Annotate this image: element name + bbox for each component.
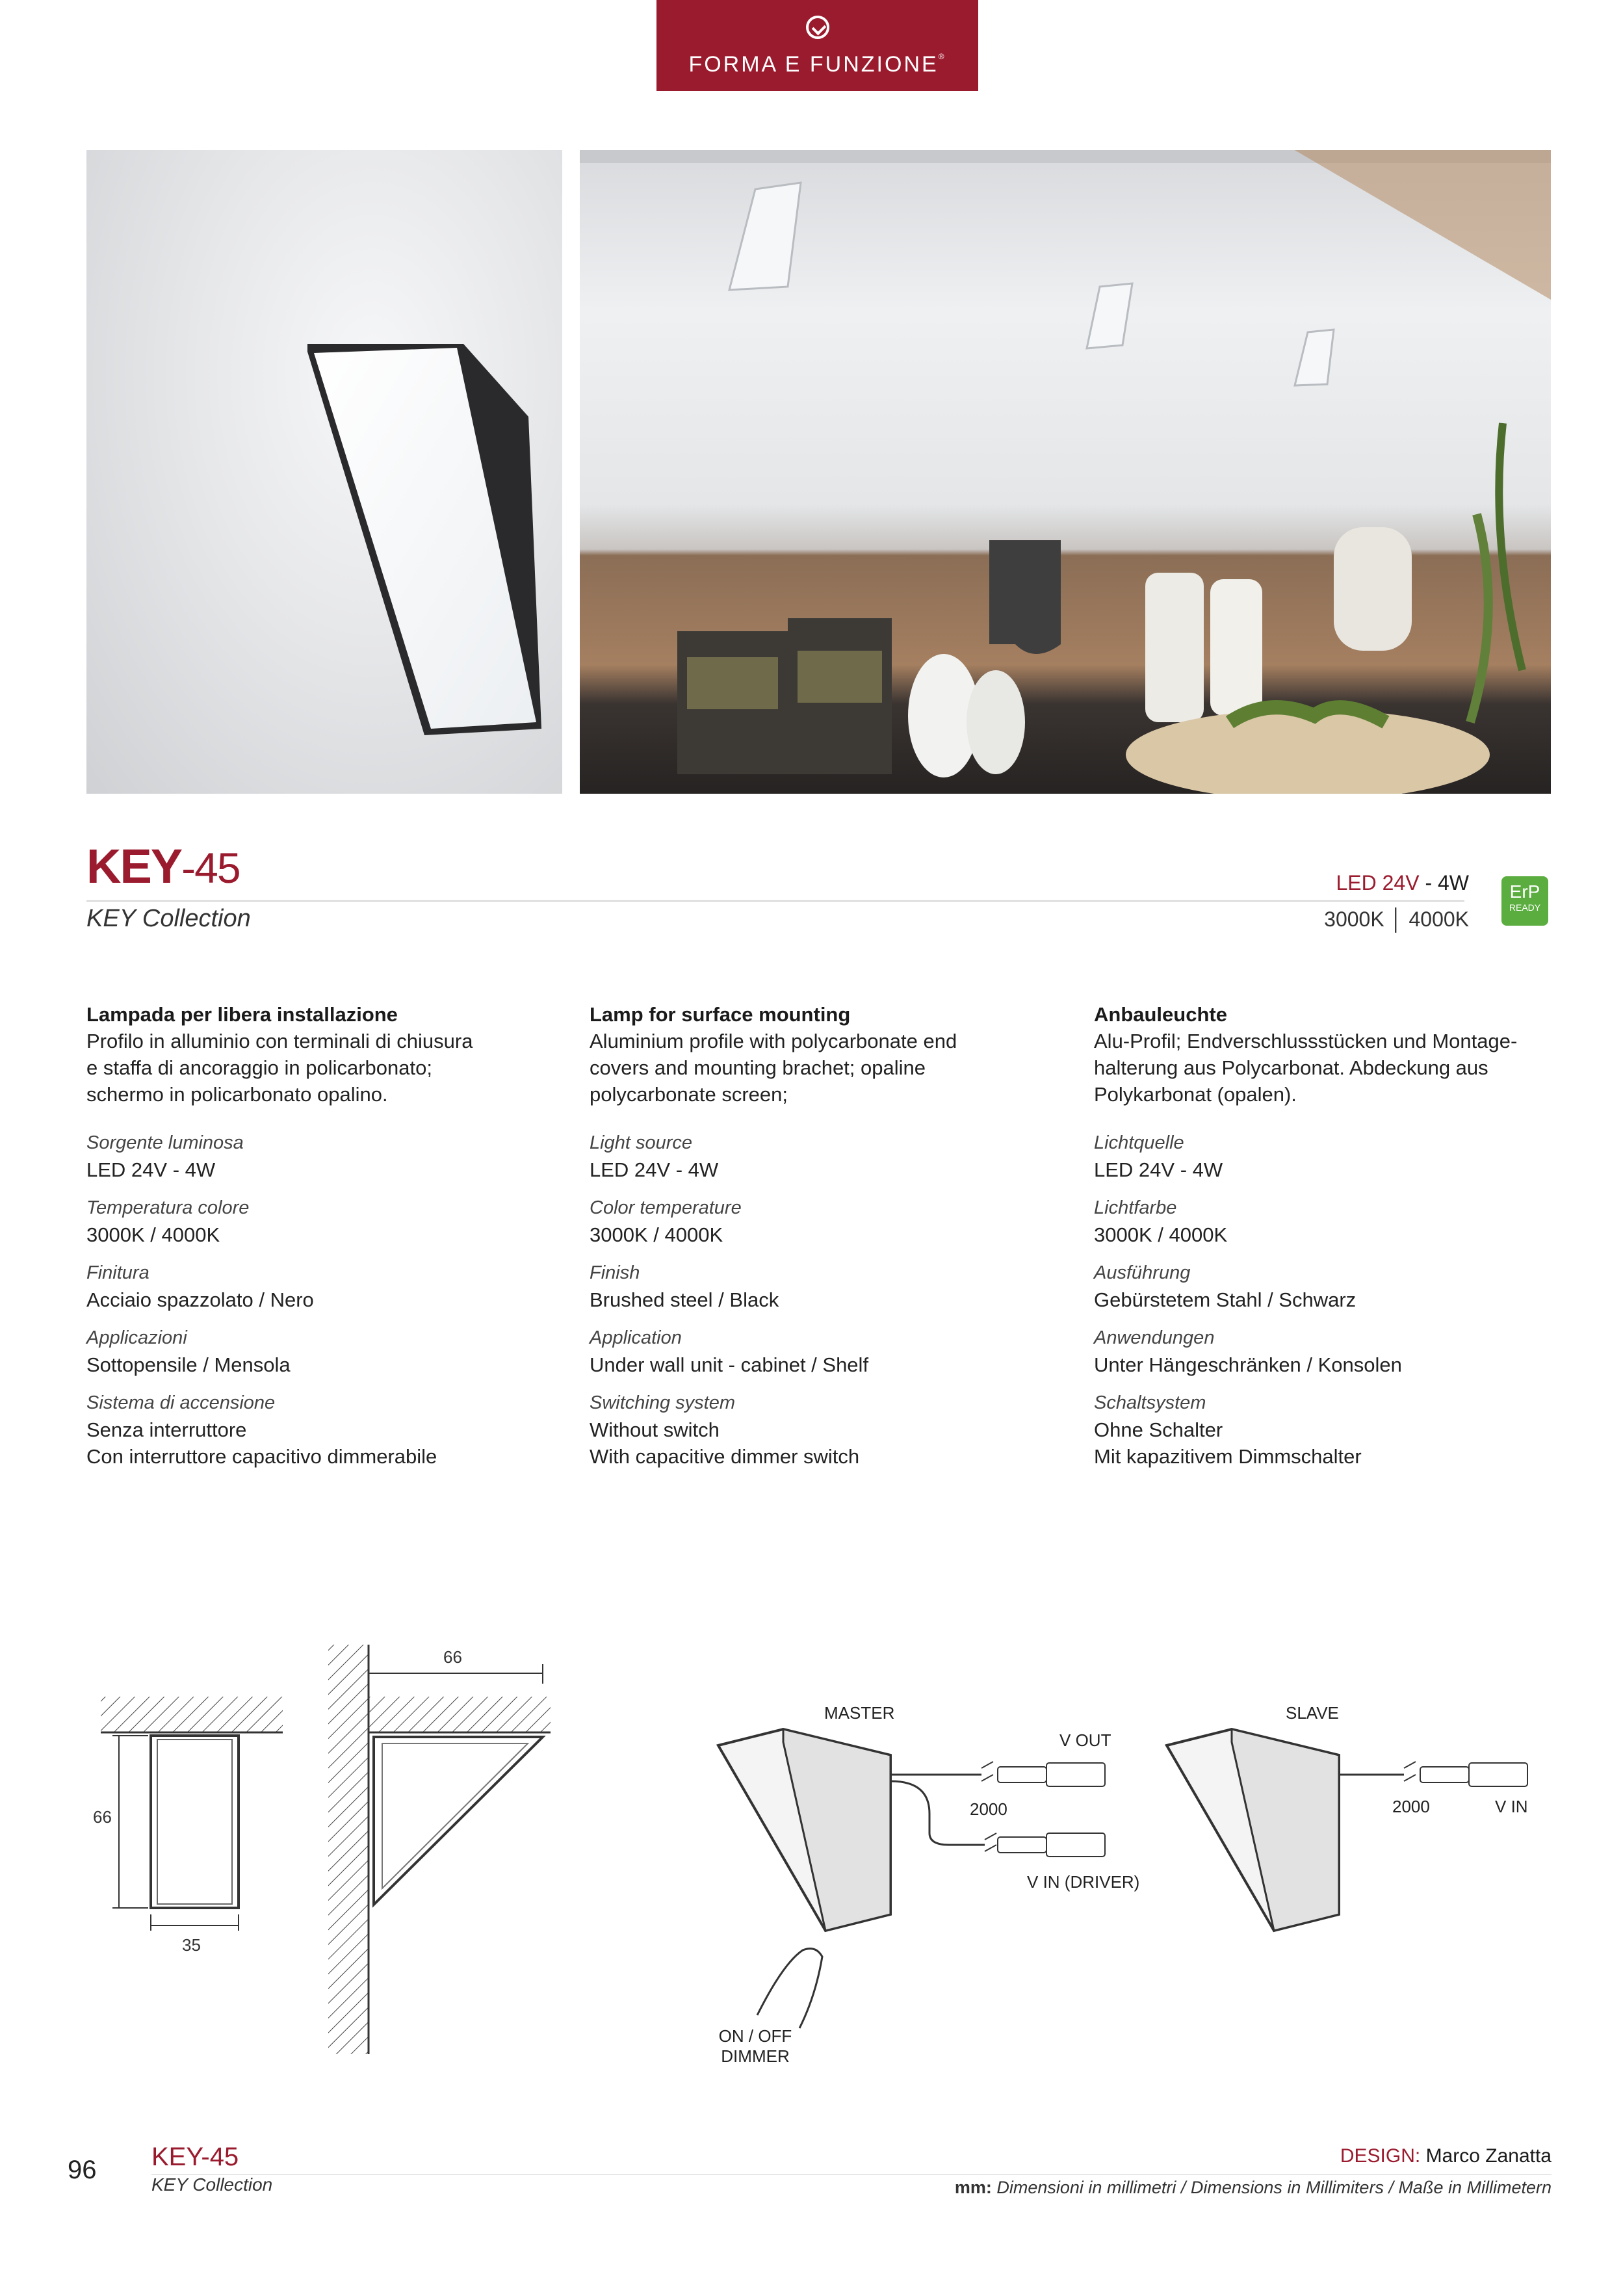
description-line: halterung aus Polycarbonat. Abdeckung aus xyxy=(1094,1056,1488,1079)
product-photo-closeup xyxy=(86,150,562,794)
units-note xyxy=(955,2178,1552,2198)
spec-value: 3000K / 4000K xyxy=(86,1223,220,1246)
spec-value: Con interruttore capacitivo dimmerabile xyxy=(86,1445,437,1468)
product-collection: KEY Collection xyxy=(86,905,251,932)
spec-label: Color temperature xyxy=(590,1197,742,1218)
description-line: schermo in policarbonato opalino. xyxy=(86,1083,388,1106)
v-in-driver-label: V IN (DRIVER) xyxy=(1027,1872,1140,1892)
brand-registered: ® xyxy=(938,52,946,61)
master-label: MASTER xyxy=(824,1703,895,1723)
spec-label: Sorgente luminosa xyxy=(86,1132,244,1153)
spec-value: Sottopensile / Mensola xyxy=(86,1353,291,1376)
switch-label-line2: DIMMER xyxy=(721,2046,790,2066)
footer-divider xyxy=(151,2174,1552,2175)
spec-label: Sistema di accensione xyxy=(86,1392,276,1413)
product-photo-kitchen xyxy=(580,150,1551,794)
spec-value: Mit kapazitivem Dimmschalter xyxy=(1094,1445,1362,1468)
spec-value: Ohne Schalter xyxy=(1094,1418,1223,1441)
design-label: DESIGN: xyxy=(1340,2145,1421,2167)
spec-label: Ausführung xyxy=(1094,1262,1191,1283)
spec-value: 3000K / 4000K xyxy=(1094,1223,1228,1246)
front-view-drawing xyxy=(101,1697,283,1931)
description-line: Aluminium profile with polycarbonate end xyxy=(590,1030,957,1052)
designer-name: Marco Zanatta xyxy=(1420,2145,1552,2167)
slave-label: SLAVE xyxy=(1286,1703,1339,1723)
spec-value: LED 24V - 4W xyxy=(1094,1158,1223,1181)
dimension-width: 35 xyxy=(182,1935,201,1955)
dimension-height: 66 xyxy=(93,1807,112,1827)
column-german xyxy=(1094,1001,1542,1470)
spec-label: Lichtfarbe xyxy=(1094,1197,1177,1218)
description-line: e staffa di ancoraggio in policarbonato; xyxy=(86,1056,432,1079)
units-text: Dimensioni in millimetri / Dimensions in Millimiters / Maße in Millimetern xyxy=(991,2178,1552,2197)
spec-label: Switching system xyxy=(590,1392,736,1413)
spec-label: Applicazioni xyxy=(86,1327,187,1348)
side-view-drawing xyxy=(328,1645,551,2054)
spec-value: Under wall unit - cabinet / Shelf xyxy=(590,1353,869,1376)
description-line: Profilo in alluminio con terminali di chiusura xyxy=(86,1030,473,1052)
kitchen-scene-image xyxy=(580,150,1551,794)
spec-value: LED 24V - 4W xyxy=(86,1158,216,1181)
spec-label: Temperatura colore xyxy=(86,1197,250,1218)
column-heading: Lamp for surface mounting xyxy=(590,1003,851,1026)
product-name-main: KEY xyxy=(86,839,182,893)
spec-value: Brushed steel / Black xyxy=(590,1288,779,1311)
erp-badge-top: ErP xyxy=(1509,881,1540,902)
spec-label: Schaltsystem xyxy=(1094,1392,1206,1413)
slave-lamp-drawing xyxy=(1167,1729,1527,1931)
lamp-closeup-image xyxy=(294,339,554,742)
brand-logo xyxy=(656,0,978,91)
v-in-label: V IN xyxy=(1495,1797,1528,1816)
column-heading: Lampada per libera installazione xyxy=(86,1003,398,1026)
cable-length-master: 2000 xyxy=(970,1799,1007,1819)
led-spec xyxy=(1336,871,1469,895)
spec-value: Unter Hängeschränken / Konsolen xyxy=(1094,1353,1402,1376)
title-divider xyxy=(86,900,1464,902)
designer-credit xyxy=(1340,2145,1552,2167)
spec-value: Acciaio spazzolato / Nero xyxy=(86,1288,314,1311)
column-italian xyxy=(86,1001,535,1470)
spec-value: Without switch xyxy=(590,1418,720,1441)
column-english xyxy=(590,1001,1038,1470)
spec-value: With capacitive dimmer switch xyxy=(590,1445,860,1468)
v-out-label: V OUT xyxy=(1059,1730,1111,1750)
spec-value: LED 24V - 4W xyxy=(590,1158,719,1181)
brand-name: FORMA E FUNZIONE xyxy=(688,52,939,77)
spec-label: Finitura xyxy=(86,1262,149,1283)
hand-switch-icon xyxy=(757,1949,822,2028)
description-line: Alu-Profil; Endverschlussstücken und Montage- xyxy=(1094,1030,1518,1052)
brand-mark-icon xyxy=(806,16,829,39)
spec-label: Lichtquelle xyxy=(1094,1132,1184,1153)
spec-label: Application xyxy=(590,1327,682,1348)
spec-label: Finish xyxy=(590,1262,640,1283)
spec-value: Gebürstetem Stahl / Schwarz xyxy=(1094,1288,1357,1311)
footer-title: KEY-45 xyxy=(151,2143,239,2171)
description-line: covers and mounting brachet; opaline xyxy=(590,1056,926,1079)
switch-label-line1: ON / OFF xyxy=(718,2026,792,2046)
product-name-suffix: -45 xyxy=(181,844,240,892)
led-spec-suffix: - 4W xyxy=(1419,871,1469,894)
footer-collection: KEY Collection xyxy=(151,2174,273,2195)
description-line: polycarbonate screen; xyxy=(590,1083,788,1106)
technical-drawing xyxy=(0,1625,1623,2093)
column-heading: Anbauleuchte xyxy=(1094,1003,1227,1026)
erp-badge-bottom: READY xyxy=(1509,902,1541,913)
spec-value: Senza interruttore xyxy=(86,1418,247,1441)
led-spec-prefix: LED 24V xyxy=(1336,871,1420,894)
description-line: Polykarbonat (opalen). xyxy=(1094,1083,1297,1106)
units-label: mm: xyxy=(954,2178,992,2197)
cable-length-slave: 2000 xyxy=(1392,1797,1430,1816)
dimension-top-width: 66 xyxy=(443,1647,462,1667)
page-number: 96 xyxy=(68,2156,97,2184)
erp-ready-badge xyxy=(1501,876,1548,926)
spec-label: Light source xyxy=(590,1132,692,1153)
product-title xyxy=(86,839,240,894)
spec-value: 3000K / 4000K xyxy=(590,1223,723,1246)
color-temp-spec: 3000K │ 4000K xyxy=(1324,907,1469,931)
spec-label: Anwendungen xyxy=(1094,1327,1215,1348)
